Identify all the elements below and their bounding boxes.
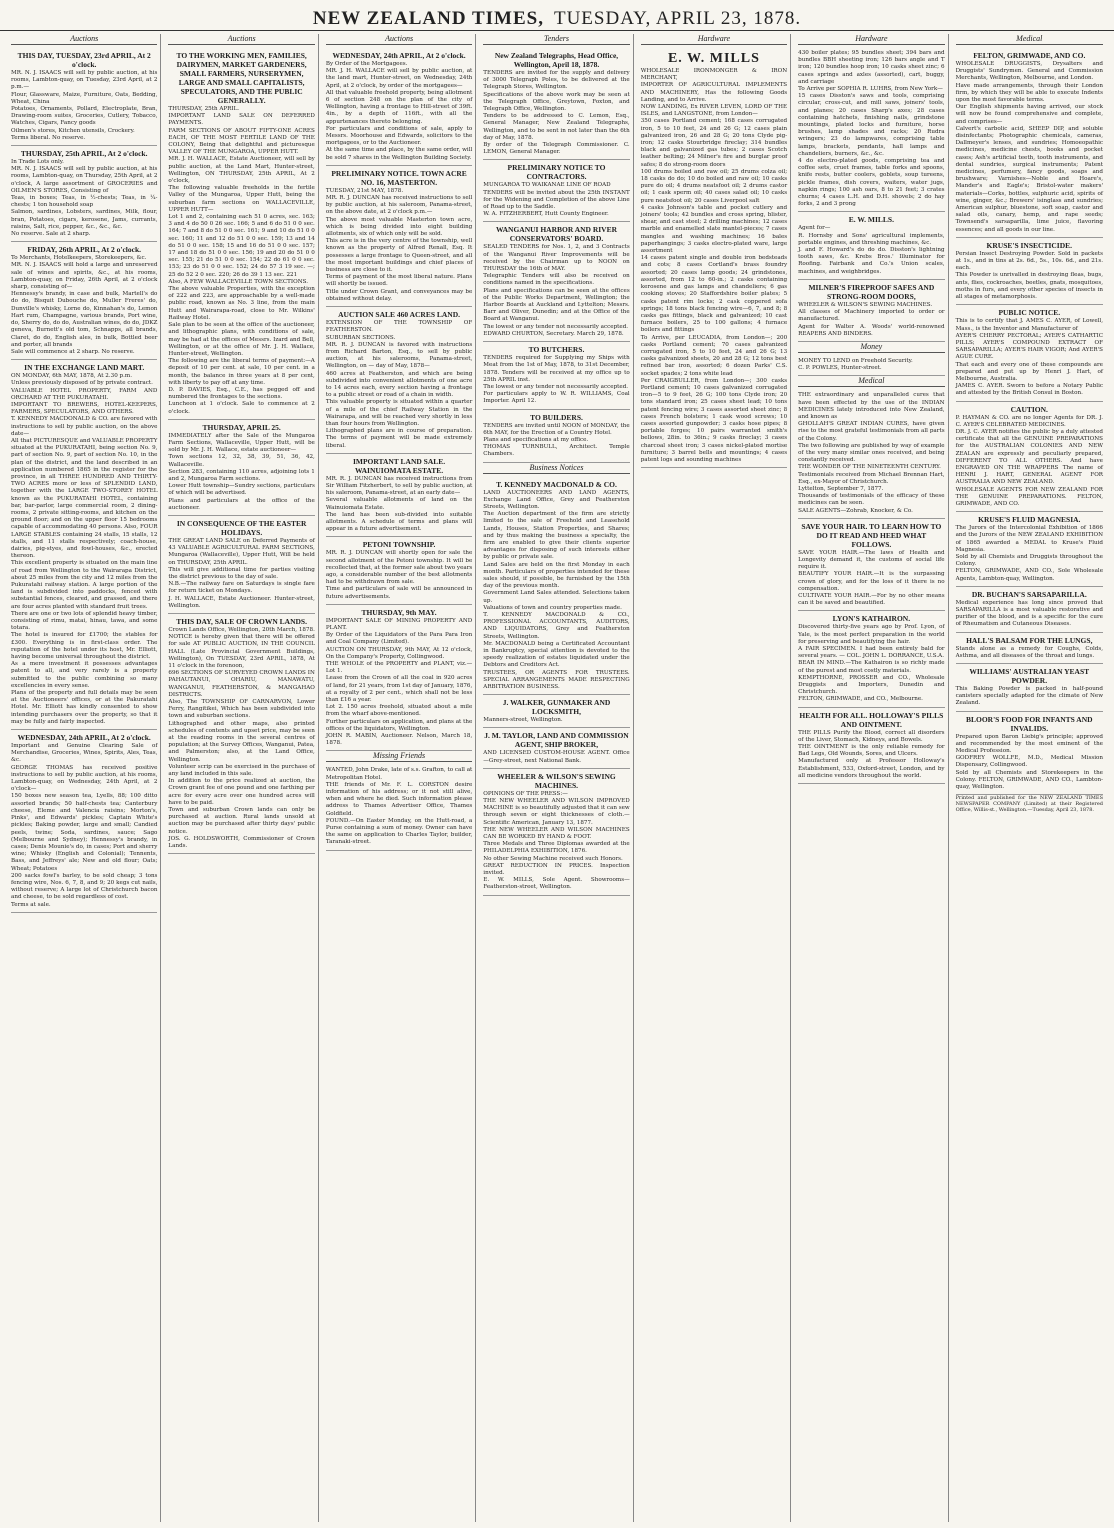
advertisement xyxy=(326,166,472,307)
ad-text: THE NEW WHEELER AND WILSON MACHINES CAN BE WORKED BY HAND & FOOT. xyxy=(483,826,630,841)
ad-heading: WANGANUI HARBOR AND RIVER CONSERVATORS' BOARD. xyxy=(495,225,618,244)
section-header-tenders: Tenders xyxy=(483,34,629,45)
ad-text: SUBURBAN SECTIONS. xyxy=(325,334,396,341)
ad-text: OPINIONS OF THE PRESS:— xyxy=(483,790,568,797)
advertisement xyxy=(168,48,314,420)
ad-text: Potatoes, Ornaments, Pollard, Electroplate, Bran, Drawing-room suites, Groceries, Cutlery, Tobacco, Watches, Cigars, Fancy goods xyxy=(11,106,158,127)
advertisement xyxy=(483,48,629,160)
ad-text: No other Sewing Machine received such Honors. xyxy=(483,855,623,862)
advertisement xyxy=(798,356,944,376)
ad-text: MR. J. H. WALLACE, Estate Auctioneer, will sell by public auction, at the Land Mart, Hunter-street, Wellington, ON THURSDAY, 25th APRIL, At 2 o'clock, xyxy=(168,156,315,185)
ad-heading: KRUSE'S INSECTICIDE. xyxy=(986,240,1072,250)
ad-heading: THIS DAY, SALE OF CROWN LANDS. xyxy=(176,617,307,626)
ad-text: The Auction department of the firm are strictly limited to the sale of Freehold and Leasehold Lands, Houses, Station Properties, and Shares; and by thus making the business a specialty, the firm are enabled to give their clients superior advantages for disposing of such interests either by public or private sale. xyxy=(483,511,630,561)
ad-heading: HEALTH FOR ALL. HOLLOWAY'S PILLS AND OINTMENT. xyxy=(799,710,944,729)
ad-text: Town and suburban Crown lands can only be purchased at auction. Rural lands unsold at auction may be purchased after thirty days' public notice. xyxy=(168,807,315,835)
advertisement xyxy=(956,305,1103,401)
ad-text: Terms of payment of the most liberal nature. Plans will shortly be issued. xyxy=(325,274,473,288)
ad-text: SEALED TENDERS for Nos. 1, 2, and 3 Contracts of the Wanganui River Improvements will be received by the Chairman up to NOON on THURSDAY the 16th of MAY. xyxy=(483,244,630,273)
section-header-business-notices: Business Notices xyxy=(483,463,629,474)
ad-text: This Powder is unrivalled in destroying fleas, bugs, ants, flies, cockroaches, beetles, gnats, mosquitoes, moths in furs, and every other species of insects in all stages of metamorphosis. xyxy=(955,272,1103,301)
ad-text: That each and every one of these compounds are prepared and put up by Henri J. Hart, of Melbourne, Australia. xyxy=(955,361,1103,382)
ad-text: TUESDAY, 21st MAY, 1878. xyxy=(325,187,404,194)
advertisement xyxy=(483,222,629,342)
advertisement xyxy=(11,730,157,913)
ad-text: Plans and specifications can be seen at the offices of the Public Works Department, Wellington; the Harbor Boards at Auckland and Lyttelton; Messrs. Barr and Oliver, Dunedin; and at the Office of the Board at Wanganui. xyxy=(483,287,630,323)
ad-text: By Order of the Mortgagees. xyxy=(325,61,408,67)
ad-text: IMPORTER OF AGRICULTURAL IMPLEMENTS AND MACHINERY, Has the following Goods Landing, and to Arrive. xyxy=(640,82,788,103)
ad-text: Lot 1 and 2, containing each 51 0 acres, sec. 163; 3 and 4 do 50 0 26 sec. 166; 5 and 6 do 51 0 0 sec. 164; 7 and 8 do 51 0 0 sec. 161; 9 and 10 do 51 0 0 sec. 160; 11 and 12 do 51 0 0 sec. 159; 13 and 14 do 51 0 0 sec. 158; 15 and 16 do 51 0 0 sec. 157; 17 and 18 do 51 0 0 sec. 156; 19 and 20 do 51 0 0 sec. 155; 21 do 51 0 0 sec. 154; 22 do 61 0 0 sec. 153; 23 do 51 0 0 sec. 152; 24 do 57 3 19 sec. —; 25 do 52 2 0 sec. 220; 26 do 39 1 13 sec. 221 xyxy=(168,214,315,278)
ad-text: AYER'S CHERRY PECTORAL; AYER'S CATHARTIC PILLS; AYER'S COMPOUND EXTRACT OF SARSAPARILLA; AYER'S HAIR VIGOR; And AYER'S AGUE CURE. xyxy=(955,332,1103,361)
column-2 xyxy=(165,34,318,1522)
ad-text: In Trade Lots only. xyxy=(11,159,64,166)
ad-text: Flour, Glassware, Maize, Furniture, Oats, Bedding, Wheat, China xyxy=(11,91,158,105)
section-header-missing-friends: Missing Friends xyxy=(326,751,472,762)
ad-text: E. W. MILLS, Sole Agent. Showrooms—Featherston-street, Wellington. xyxy=(483,877,630,891)
section-header-hardware: Hardware xyxy=(798,34,944,45)
ad-text: THE friends of Mr. F. L. CORSTON desire information of his address; or it not still alive, when and where he died. Such information please address to Thames Advertiser Office, Thames Goldfield. xyxy=(325,781,473,817)
ad-heading: FELTON, GRIMWADE, AND CO. xyxy=(973,51,1086,60)
ad-text: LAND AUCTIONEERS AND LAND AGENTS, Exchange Land Office, Grey and Featherston Streets, Wellington. xyxy=(483,489,630,510)
ad-text: ON MONDAY, 6th MAY, 1878, At 2.30 p.m. xyxy=(11,373,132,380)
ad-heading: AUCTION SALE 460 ACRES LAND. xyxy=(338,310,461,320)
ad-text: This will give additional time for parties visiting the district previous to the day of sale. xyxy=(168,566,315,580)
ad-text: THE NEW WHEELER AND WILSON IMPROVED MACHINE is so beautifully adjusted that it can sew through seven or eight thicknesses of cloth.—Scientific American, January 13, 1877. xyxy=(483,798,630,826)
advertisement xyxy=(168,516,314,614)
ad-text: Per CRAIGBULLER, from London—; 300 casks Portland cement; 10 cases galvanized corrugated iron—5 to 9 feet, 26 G; 100 tons Clyde iron; 20 tons standard iron; 25 cases sheet lead; 10 tons patent fencing wire; 3 cases assorted sheet zinc; 8 cases French bolsters; 1 cask wood screws; 10 cases assorted gunpowder; 3 casks hose pipes; 8 portable forges; 10 pairs warranted smith's bellows, 28in. to 36in.; 9 casks fireclay; 3 cases charcoal sheet iron; 3 cases nickel-plated mortise furniture; 3 barrel bells and mountings; 4 cases patent logs and sounding machines xyxy=(640,377,788,463)
issue-date: TUESDAY, APRIL 23, 1878. xyxy=(553,8,802,29)
ad-text: To Arrive per SOPHIA R. LUHRS, from New York— xyxy=(798,86,943,93)
advertisement xyxy=(483,160,629,222)
advertisement xyxy=(483,477,629,696)
ad-text: All that PICTURESQUE and VALUABLE PROPERTY situated at the PUKURATAHI, being section No. 9, part of section No. 9, part of section No. 10, in the plan of the district, and the land described in an application numbered 1865 in the register for the province, in all THREE HUNDRED AND THIRTY-TWO ACRES more or less of SPLENDID LAND, together with the LARGE TWO-STOREY HOTEL known as the PUKURATAHI HOTEL, containing bar, bar-parlor, large commercial room, 2 dining-rooms, 2 private sitting-rooms, and kitchen on the ground floor; and on the upper floor 15 bedrooms capable of accommodating 40 persons. Also, FOUR LARGE STABLES containing 24 stalls, 15 stalls, 12 stalls, and 11 stalls respectively; coach-house, dairies, pig-styes, and fowl-houses, &c., erected thereon. xyxy=(11,437,158,560)
ad-text: WHEELER & WILSON'S SEWING MACHINES. xyxy=(798,301,933,308)
ad-text: MR. J. H. WALLACE will sell by public auction, at the land mart, Hunter-street, on Wednesday, 24th April, at 2 o'clock, by order of the mortgagees— xyxy=(325,68,473,89)
ad-text: Section 283, containing 110 acres, adjoining lots 1 and 2, Mungaroa Farm sections. xyxy=(168,468,315,482)
ad-text: Important and Genuine Clearing Sale of Merchandise, Groceries, Wines, Spirits, Ales, Teas, &c. xyxy=(11,743,158,764)
ad-text: IMMEDIATELY after the Sale of the Mungaroa Farm Sections, Wallaceville, Upper Hutt, will be sold by Mr. J. H. Wallace, estate auctioneer— xyxy=(168,432,315,454)
ad-text: The two following are published by way of example of the very many similar ones received, and being constantly received. xyxy=(798,442,945,464)
ad-text: THE WHOLE of the PROPERTY and PLANT, viz.— Lot 1. xyxy=(325,661,473,675)
ad-text: THURSDAY, 25th APRIL. xyxy=(168,106,240,112)
ad-text: THOMAS TURNBULL, Architect. Temple Chambers. xyxy=(483,444,630,458)
ad-text: T. KENNEDY MACDONALD & CO., PROFESSIONAL ACCOUNTANTS, AUDITORS, AND LIQUIDATORS, Grey and Featherston Streets, Wellington. xyxy=(483,611,630,640)
ad-text: Our English shipments having arrived, our stock will now be found comprehensive and complete, and comprises— xyxy=(955,104,1103,125)
ad-text: Sold by all Chemists and Storekeepers in the Colony. FELTON, GRIMWADE, AND CO., Lambton-quay, Wellington. xyxy=(955,769,1103,791)
ad-heading: THURSDAY, APRIL 25. xyxy=(202,422,281,432)
section-header-auctions: Auctions xyxy=(168,34,314,45)
ad-text: The following are the liberal terms of payment:—A deposit of 10 per cent. at sale, 10 per cent. in a month, the balance in three years at 8 per cent, with liberty to pay off at any time. xyxy=(168,358,315,386)
advertisement xyxy=(798,708,944,784)
ad-text: The above most valuable Masterton town acre, which is being divided into eight building allotments, six of which only will be sold. xyxy=(325,216,473,238)
ad-text: IMPORTANT SALE OF MINING PROPERTY AND PLANT. xyxy=(325,617,473,631)
ad-text: Terms at sale. xyxy=(11,901,51,908)
ad-text: 430 boiler plates; 95 bundles sheet; 394 bars and bundles BBH sheeting iron; 126 bars angle and T iron; 120 bundles hoop iron; 10 casks sheet zinc; 6 cases springs and axles (assorted), cart, buggy, and carriage xyxy=(798,50,945,85)
ad-text: Also, The TOWNSHIP OF CARNARVON, Lower Ferry, Rangitikei, Which has been subdivided into town and suburban sections. xyxy=(168,699,315,720)
ad-text: TENDERS will be invited about the 25th INSTANT for the Widening and Completion of the above Line of Road up to the Saddle. xyxy=(483,189,630,211)
advertisement xyxy=(956,402,1103,513)
ad-heading: PUBLIC NOTICE. xyxy=(998,308,1061,318)
ad-text: WHOLESALE DRUGGISTS, Drysalters and Druggists' Sundrymen. General and Commission Merchants, Wellington, Melbourne, and London. xyxy=(955,61,1103,82)
ad-text: MR. N. J. ISAACS will sell by public auction, at his rooms, Lambton-quay, on Tuesday, 23rd April, at 2 p.m.— xyxy=(11,70,158,91)
ad-heading: DR. BUCHAN'S SARSAPARILLA. xyxy=(971,589,1087,599)
ad-text: For particulars and conditions of sale, apply to Messrs. Moorhouse and Edwards, solicitors to the mortgagees, or to the Auctioneer. xyxy=(325,125,473,147)
ad-heading: E. W. MILLS. xyxy=(848,215,894,225)
ad-text: Volunteer scrip can be exercised in the purchase of any land included in this sale. xyxy=(168,763,315,778)
advertisement xyxy=(956,633,1103,664)
ad-text: Also, A FEW WALLACEVILLE TOWN SECTIONS. xyxy=(168,278,309,285)
ad-text: R. Hornsby and Sons' agricultural implements, portable engines, and threshing machines, &c. xyxy=(798,232,945,246)
ad-text: SALE AGENTS—Zohrab, Knocker, & Co. xyxy=(798,507,913,514)
ad-text: Have made arrangements, through their London firm, by which they will be able to execute Indents upon the most favorable terms. xyxy=(955,82,1103,104)
ad-text: THE GREAT LAND SALE on Deferred Payments of 43 VALUABLE AGRICULTURAL FARM SECTIONS, Mungaroa (Wallaceville), Upper Hutt, Will be held on THURSDAY, 25th APRIL. xyxy=(168,537,315,566)
ad-text: JAMES C. AYER. Sworn to before a Notary Public and attested by the British Consul in Boston. xyxy=(955,383,1103,397)
ad-text: Lithographed plans are in course of preparation. The terms of payment will be made extremely liberal. xyxy=(325,428,473,449)
masthead xyxy=(0,0,1114,31)
ad-heading: CAUTION. xyxy=(1010,404,1048,414)
ad-text: MONEY TO LEND on Freehold Security. xyxy=(798,357,913,364)
ad-text: Lease from the Crown of all the coal in 920 acres of land, for 21 years, from 1st day of January, 1876, at a royalty of 2 per cent., which shall not be less than £16 a year. xyxy=(325,675,473,704)
ad-text: 100 drums boiled and raw oil; 25 drums colza oil; 18 casks do do; 10 do boiled and raw oil; 10 casks pure do oil; 4 drums neatsfoot oil; 2 drums castor oil; 1 cask sperm oil; 40 cases salad oil; 10 casks pure neatsfoot oil; 20 cases Liverpool salt xyxy=(640,168,788,204)
ad-text: Manners-street, Wellington. xyxy=(483,717,563,724)
ad-text: By order of the Telegraph Commissioner. C. LEMON, General Manager. xyxy=(483,142,630,156)
advertisement xyxy=(798,212,944,279)
ad-text: P. HAYMAN & CO. are no longer Agents for DR. J. C. AYER'S CELEBRATED MEDICINES. xyxy=(955,414,1103,428)
ad-text: This is to certify that J. AMES C. AYER, of Lowell, Mass., is the Inventor and Manufacturer of xyxy=(955,318,1103,332)
ad-text: GODFREY WOLLFE, M.D., Medical Mission Dispensary, Collingwood. xyxy=(955,755,1103,769)
advertisement xyxy=(326,48,472,166)
ad-heading: WILLIAMS' AUSTRALIAN YEAST POWDER. xyxy=(969,667,1090,686)
section-header-money: Money xyxy=(798,342,944,353)
ad-text: By Order of the Liquidators of the Para Para Iron and Coal Company (Limited). xyxy=(325,632,473,646)
section-header-medical: Medical xyxy=(956,34,1103,45)
column-6 xyxy=(795,34,948,1522)
advertisement xyxy=(326,605,472,752)
ad-text: MR. R. J. DUNCAN has received instructions to sell by public auction, at his saleroom, Panama-street, on the above date, at 2 o'clock p.m.— xyxy=(325,195,473,216)
ad-text: This Baking Powder is packed in half-pound canisters specially adapted for the climate of New Zealand. xyxy=(955,686,1103,707)
advertisement xyxy=(483,769,629,896)
ad-text: Medical experience has long since proved that SARSAPARILLA is a most valuable restorative and purifier of the blood, and is a specific for the cure of Rheumatism and Cutaneous Diseases. xyxy=(955,599,1103,628)
ad-text: Specifications of the above work may be seen at the Telegraph Office, Greytown, Foxton, and Telegraph Office, Wellington. xyxy=(483,91,630,113)
ad-heading: WHEELER & WILSON'S SEWING MACHINES. xyxy=(497,771,616,790)
ad-text: WANTED, John Drake, late of s.s. Grafton, to call at Metropolitan Hotel. xyxy=(325,767,473,781)
ad-text: Teas, in boxes; Teas, in ½-chests; Teas, in ¼-chests; 1 ton household soap xyxy=(11,195,158,209)
ad-text: The hotel is insured for £1700; the stables for £300. Everything is in first-class order. The reputation of the hotel under its host, Mr. Elliott, having become universal throughout the district. xyxy=(11,632,158,661)
ad-text: CULTIVATE YOUR HAIR.—For by no other means can it be saved and beautified. xyxy=(798,592,945,607)
ad-text: Salmon, sardines, Lobsters, sardines, Milk, flour, bran, Potatoes, cigars, kerosene, Jams, currants, raisins, Salt, rice, pepper, &c., &c., &c. xyxy=(11,209,158,230)
ad-text: Persian Insect Destroying Powder. Sold in packets at 1s., and in tins at 2s. 6d., 5s., 10s. 6d., and 21s. each. xyxy=(955,250,1103,272)
ad-text: Calvert's carbolic acid, SHEEP DIP, and soluble disinfectants; Photographic chemicals, cameras, Dallmeyer's lenses, and sundries; Homoeopathic medicines, medicine chests, books and pocket cases; Ash's artificial teeth, tooth instruments, and dental sundries, surgical instruments; Patent medicines, perfumery, fancy goods, soaps and brushware; Varnishes—Noble and Hoare's, Mander's and Eagle's; Bristol-water makers' materials—Corks, bottles, sulphuric acid, spirits of wine, ginger, &c.; Brewers' isinglass and sundries; American sulphur, bluestone, soft soap, castor and salad oils, canary, hemp, and rape seeds; Townsend's sarsaparilla, lime juice, flavoring essences; and all goods in our line. xyxy=(955,125,1103,233)
section-header-auctions: Auctions xyxy=(326,34,472,45)
section-header-hardware: Hardware xyxy=(641,34,787,45)
ad-heading: THIS DAY, TUESDAY, 23rd APRIL, At 2 o'clock. xyxy=(17,51,151,69)
ad-heading: PETONI TOWNSHIP. xyxy=(362,540,436,550)
ad-text: At the same time and place, by the same order, will be sold 7 shares in the Wellington Building Society. xyxy=(325,147,473,161)
ad-text: A FAIR SPECIMEN. I had been entirely bald for several years. — COL. JOHN L. DORRANCE, U.S.A. xyxy=(798,646,945,660)
ad-text: Lower Hutt township—Sundry sections, particulars of which will be advertised. xyxy=(168,483,315,497)
ad-text: Lithographed and other maps, also printed schedules of contents and upset price, may be seen at the reading rooms in the several centres of population; at the Survey Offices, Wanganui, Patea, and Palmerston; also, at the Land Office, Wellington. xyxy=(168,720,315,763)
ad-text: GEORGE THOMAS has received positive instructions to sell by public auction, at his rooms, Lambton-quay, on Wednesday, 24th April, at 2 o'clock— xyxy=(11,764,158,793)
ad-text: 14 cases patent single and double iron bedsteads and cots; 8 cases Cortland's brass foundry assorted; 20 cases lamp goods; 24 grindstones, assorted, from 12 to 60-in.; 2 casks containing kerosene and gas lamps and chandeliers; 6 gas cooking stoves; 20 Staffordshire boiler plates; 5 casks patent rim locks; 2 cask coppered sofa springs; 18 tons black fencing wire—6, 7, and 8; 8 casks gas fittings, black and galvanized; 10 cast furnace boilers, 25 to 100 gallons; 4 furnace boilers and fittings xyxy=(640,255,788,334)
ad-text: VALUABLE HOTEL PROPERTY, FARM AND ORCHARD AT THE PUKURATAHI. xyxy=(11,387,158,401)
ad-text: TENDERS required for Supplying my Ships with Meat from the 1st of May, 1878, to 31st December, 1878. Tenders will be received at my office up to 25th APRIL inst. xyxy=(483,355,630,383)
ad-text: 4 casks Johnson's table and pocket cutlery and joiners' tools; 42 bundles and cross spring, blister, shear, and cast steel; 2 drilling machines; 12 cases marble and enamelled slate mantel-pieces; 7 cases mangles and washing machines; 16 bales paperhangings; 3 casks electro-plated ware, large assortment xyxy=(640,204,788,255)
ad-text: There are one or two lots of splendid heavy timber, consisting of rimu, matai, hinau, tawa, and some totara. xyxy=(11,610,158,632)
ad-text: All classes of Machinery imported to order or manufactured. xyxy=(798,309,945,323)
advertisement xyxy=(326,537,472,604)
ad-text: THE OINTMENT is the only reliable remedy for Bad Legs, Old Wounds, Sores, and Ulcers. xyxy=(798,744,945,758)
ad-text: 150 boxes new season tea, Lyells, 88; 100 ditto assorted brands; 50 half-chests tea; Canterbury cheese, Eleme and Valencia raisins; Morton's, Pinks', and Edwards' pickles; Captain White's pickles; Baking powder, large and small; Candied peels, twine; Soda, sardines, sauce; Sago (Melbourne and Sydney); Hennessy's brandy, in cases; Denis Mounie's do, in cases; Port and sherry wine; Whisky (English and Colonial); Tennents, Bass, and Jeffreys' ale; New and old flour; Oats; Wheat; Potatoes xyxy=(11,793,158,872)
advertisement xyxy=(11,360,157,730)
ad-text: TRUSTEES, OR AGENTS FOR TRUSTEES. SPECIAL ARRANGEMENTS MADE RESPECTING ARBITRATION BUSINESS. xyxy=(483,669,630,691)
ad-text: FELTON, GRIMWADE, and CO., Melbourne. xyxy=(798,696,923,703)
ad-text: Unless previously disposed of by private contract. xyxy=(11,380,153,387)
column-3 xyxy=(323,34,476,1522)
ad-text: FOUND.—On Easter Monday, on the Hutt-road, a Purse containing a sum of money. Owner can have the same on application to Charles Taylor, builder, Taranaki-street. xyxy=(325,817,473,846)
advertisement xyxy=(956,587,1103,633)
ad-text: Three Medals and Three Diplomas awarded at the PHILADELPHIA EXHIBITION, 1876. xyxy=(483,841,630,855)
ad-heading: IN THE EXCHANGE LAND MART. xyxy=(24,363,145,373)
ad-text: Land Sales are held on the first Monday in each month. Particulars of properties intended for these sales should, if possible, be furnished by the 15th day of the previous month. xyxy=(483,561,630,590)
advertisement xyxy=(956,664,1103,712)
ad-heading: TO THE WORKING MEN, FAMILIES, DAIRYMEN, MARKET GARDENERS, SMALL FARMERS, NURSERYMEN, LARGE AND SMALL CAPITALISTS, SPECULATORS, AND THE PUBLIC GENERALLY. xyxy=(176,51,307,105)
imprint: Printed and published for the NEW ZEALAND TIMES NEWSPAPER COMPANY (Limited) at their Registered Office, Willis-st., Wellington.—Tuesday, April 23, 1878. xyxy=(955,795,1103,814)
ad-heading: TO BUTCHERS. xyxy=(528,345,585,355)
ad-text: JOS. G. HOLDSWORTH, Commissioner of Crown Lands. xyxy=(168,835,315,850)
ad-text: Oilmen's stores, Kitchen utensils, Crockery. xyxy=(11,127,135,134)
ad-text: Hennessy's brandy, in case and bulk, Martell's do do do, Bisquit Dubouche do, Muller Freres' do, Dunville's whisky, Lorne do, Kinnahan's do, Lemon Hart rum, Champagne, various brands, Port wine, do, Sherry do, do do, Australian wines, do do, JDKZ geneva, Burnett's old tom, Schnapps, all brands, Claret, do do, English ales, in bulk, Bottled beer and porter, all brands xyxy=(11,291,158,348)
advertisement xyxy=(798,519,944,612)
ad-text: 4 do electro-plated goods, comprising tea and coffee sets, cruet frames, table forks and spoons, knife rests, butter coolers, goblets, soup tureens, pickle frames, dish covers, waiters, water jugs, napkin rings; 100 ash oars, 8 to 21 feet; 3 crates churns; 4 cases L.H. and D.H. shovels; 2 do hay forks, 2 and 3 prong xyxy=(798,158,945,208)
ad-text: MR. R. J. DUNCAN has received instructions from Sir William Fitzherbert, to sell by public auction, at his saleroom, Panama-street, at an early date— xyxy=(325,475,473,497)
ad-text: For particulars apply to W. R. WILLIAMS, Coal Importer. April 12. xyxy=(483,391,630,405)
ad-text: TENDERS are invited for the supply and delivery of 3000 Telegraph Poles, to be delivered at the Telegraph Stores, Wellington. xyxy=(483,70,630,91)
ad-heading: IMPORTANT LAND SALE. WAINUIOMATA ESTATE. xyxy=(352,456,446,475)
ad-heading: MILNER'S FIREPROOF SAFES AND STRONG-ROOM DOORS, xyxy=(808,282,935,301)
ad-text: Thousands of testimonials of the efficacy of these medicines can be seen. xyxy=(798,493,945,507)
columns xyxy=(8,34,1106,1522)
ad-heading: KRUSE'S FLUID MAGNESIA. xyxy=(978,515,1081,525)
ad-text: AUCTION ON THURSDAY, 9th MAY, At 12 o'clock, On the Company's Property, Collingwood. xyxy=(325,646,473,660)
ad-text: FARM SECTIONS OF ABOUT FIFTY-ONE ACRES EACH, OF THE MOST FERTILE LAND OF THE COLONY, Being that delightful and picturesque VALLEY OF THE MUNGAROA, UPPER HUTT. xyxy=(168,127,315,156)
advertisement xyxy=(956,512,1103,587)
ad-text: Lot 2. 150 acres freehold, situated about a mile from the wharf above-mentioned. xyxy=(325,704,473,718)
ad-text: Valuations of town and country properties made. xyxy=(483,604,622,611)
ad-text: Plans and particulars at the office of the auctioneer. xyxy=(168,497,315,511)
ad-text: NOW LANDING, Ex RIVER LEVEN, LORD OF THE ISLES, and LANGSTONE, from London— xyxy=(640,104,788,118)
ad-text: 460 acres at Featherston, and which are being subdivided into convenient allotments of one acre to 14 acres each, every section having a frontage to a public street or road of a chain in width. xyxy=(325,370,473,399)
ad-text: Tenders to be addressed to C. Lemon, Esq., General Manager, New Zealand Telegraphs, Wellington, and to be sent in not later than the 6th day of May, 1878. xyxy=(483,113,630,141)
advertisement xyxy=(11,242,157,360)
advertisement xyxy=(798,280,944,342)
ad-text: The Jurors of the Intercolonial Exhibition of 1866 and the Jurors of the NEW ZEALAND EXHIBITION of 1865 awarded a MEDAL to Kruse's Fluid Magnesia. xyxy=(955,525,1103,553)
advertisement xyxy=(11,146,157,242)
advertisement xyxy=(483,342,629,409)
advertisement xyxy=(798,611,944,707)
ad-heading: TO BUILDERS. xyxy=(530,412,583,422)
advertisement xyxy=(798,390,944,518)
ad-heading: THURSDAY, 25th APRIL, At 2 o'clock. xyxy=(20,149,148,159)
ad-text: THE WONDER OF THE NINETEENTH CENTURY. xyxy=(798,464,941,471)
ad-text: WHOLESALE AGENTS FOR NEW ZEALAND FOR THE GENUINE PREPARATIONS. FELTON, GRIMWADE, AND CO. xyxy=(955,486,1103,507)
column-5 xyxy=(638,34,791,1522)
ad-text: Government Land Sales attended. Selections taken up. xyxy=(483,590,630,604)
ad-text: This valuable property is situated within a quarter of a mile of the chief Railway Station in the Wairarapa, and will be reached very shortly in less than four hours from Wellington. xyxy=(325,399,473,427)
ad-text: As a mere investment it possesses advantages patent to all, and very rarely is a property submitted to the public combining so many excellencies in every sense. xyxy=(11,661,158,689)
advertisement xyxy=(168,614,314,854)
advertisement xyxy=(168,420,314,516)
ad-text: This acre is in the very centre of the township, well known as the property of Alfred Renall, Esq. It possesses a large frontage to Queen-street, and all the most important buildings and chief places of business are close to it. xyxy=(325,238,473,274)
ad-text: Sale plan to be seen at the office of the auctioneer, and lithographic plans, with conditions of sale, may be had at the offices of Messrs. Izard and Bell, Wellington, or at the office of Mr. J. H. Wallace, Hunter-street, Wellington. xyxy=(168,322,315,357)
ad-text: Several valuable allotments of land on the Wainuiomata Estate. xyxy=(325,497,473,511)
ad-text: Stands alone as a remedy for Coughs, Colds, Asthma, and all diseases of the throat and lungs. xyxy=(955,645,1103,659)
ad-text: Discovered thirty-five years ago by Prof. Lyon, of Yale, is the most perfect preparation in the world for preserving and beautifying the hair. xyxy=(798,624,945,645)
ad-text: J. and F. Howard's do do do. Disston's lightning tooth saws, &c. Krebs Bros.' Illuminator for Roofing. Fairbank and Co.'s Union scales, machines, and weighbridges. xyxy=(798,247,945,275)
ad-text: The land has been sub-divided into suitable allotments. A schedule of terms and plans will appear in a future advertisement. xyxy=(325,511,473,533)
advertisement xyxy=(483,728,629,768)
ad-text: To Arrive, per LEUCADIA, from London—; 200 casks Portland cement; 70 cases galvanized corrugated iron, 5 to 10 feet, 24 and 26 G; 13 casks galvanized sheets, 20 and 28 G; 12 tons best refined bar iron, assorted; 6 dozen Parks' C.S. socket spades; 2 tons white lead xyxy=(640,334,788,377)
ad-text: 350 cases Portland cement; 168 cases corrugated iron, 5 to 10 feet, 24 and 26 G; 12 cases plain galvanized iron, 26 and 28 G; 20 tons Clyde pig-iron; 12 casks Stourbridge fireclay; 314 bundles black and galvanized gas tubes; 2 cases Scotch leather belting; 24 Milner's fire and burglar proof safes; 8 do strong-room doors xyxy=(640,118,788,168)
ad-heading: T. KENNEDY MACDONALD & CO. xyxy=(496,479,617,489)
ad-heading: THURSDAY, 9th MAY. xyxy=(361,607,437,617)
ad-text: THE extraordinary and unparalleled cures that have been effected by the use of the INDIAN MEDICINES lately introduced into New Zealand, and known as xyxy=(798,392,945,420)
advertisement xyxy=(11,48,157,146)
ad-heading: BLOOR'S FOOD FOR INFANTS AND INVALIDS. xyxy=(966,714,1093,733)
ad-text: BEAR IN MIND.—The Kathairon is so richly made of the purest and most costly materials. xyxy=(798,660,945,674)
ad-text: MR. R. J. DUNCAN is favored with instructions from Richard Barton, Esq., to sell by public auction, at his salerooms, Panama-street, Wellington, on — day of May, 1878— xyxy=(325,341,473,370)
ad-text: GREAT REDUCTION IN PRICES. Inspection invited. xyxy=(483,862,630,877)
section-header-medical: Medical xyxy=(798,376,944,387)
ad-text: Testimonials received from Michael Brennan Hart, Esq., ex-Mayor of Christchurch. xyxy=(798,471,945,485)
ad-text: IMPORTANT LAND SALE ON DEFERRED PAYMENTS. xyxy=(168,113,315,127)
ad-text: No reserve. Sale at 2 sharp. xyxy=(11,231,91,238)
column-4 xyxy=(480,34,633,1522)
ad-text: MR. R. J. DUNCAN will shortly open for sale the second allotment of the Petoni township. It will be recollected that, at the former sale about two years ago, a considerable number of the best allotments had to be withdrawn from sale. xyxy=(325,550,473,586)
ad-heading: WEDNESDAY, 24th APRIL, At 2 o'clock. xyxy=(332,51,466,60)
ad-text: Time and particulars of sale will be announced in future advertisements. xyxy=(325,586,473,600)
ad-text: J. H. WALLACE, Estate Auctioneer. Hunter-street, Wellington. xyxy=(168,595,315,609)
ad-heading: LYON'S KATHAIRON. xyxy=(832,614,911,624)
ad-text: Further particulars on application, and plans at the offices of the liquidators, Wellington. xyxy=(325,718,473,732)
ad-text: T. KENNEDY MACDONALD & CO. are favored with instructions to sell by public auction, on the above date— xyxy=(11,416,158,437)
ad-text: Agent for Walter A. Woods' world-renowned REAPERS AND BINDERS. xyxy=(798,323,945,337)
ad-text: KEMPTHORNE, PROSSER and CO., Wholesale Druggists and Importers, Dunedin and Christchurch. xyxy=(798,674,945,696)
ad-text: TENDERS are invited until NOON of MONDAY, the 6th MAY, for the Erection of a Country Hotel. xyxy=(483,422,630,436)
ad-text: This excellent property is situated on the main line of road from Wellington to the Wairarapa District, about 25 miles from the city and 12 miles from the Pukuratahi railway station. A large portion of the land is subdivided into paddocks, fenced with substantial fences, cleared, and grassed, and there are four acres planted with standard fruit trees. xyxy=(11,560,158,610)
ad-heading: E. W. MILLS xyxy=(667,51,760,66)
ad-text: FELTON, GRIMWADE, AND CO., Sole Wholesale Agents, Lambton-quay, Wellington. xyxy=(955,568,1103,582)
ad-text: EXTENSION OF THE TOWNSHIP OF FEATHERSTON. xyxy=(325,320,473,334)
ad-text: Terms liberal. No reserve. xyxy=(11,134,86,141)
ad-text: The lowest or any tender not necessarily accepted. xyxy=(483,323,629,330)
ad-text: Prepared upon Baron Liebig's principle; approved and recommended by the most eminent of the Medical Profession. xyxy=(955,733,1103,755)
ad-text: 696 SECTIONS OF SURVEYED CROWN LANDS IN PAHAUTANUI, OHARIU, MANAWATU, WANGANUI, FEATHERSTON, & MANGAHAO DISTRICTS. xyxy=(168,670,315,698)
ad-text: MR. N. J. ISAACS will hold a large and unreserved sale of wines and spirits, &c., at his rooms, Lambton-quay, on Friday, 26th April, at 2 o'clock sharp, consisting of— xyxy=(11,262,158,291)
advertisement xyxy=(326,454,472,538)
ad-text: Luncheon at 1 o'clock. Sale to commence at 2 o'clock. xyxy=(168,401,315,415)
ad-heading: IN CONSEQUENCE OF THE EASTER HOLIDAYS. xyxy=(176,518,307,537)
ad-text: W. A. FITZHERBERT, Hutt County Engineer. xyxy=(483,211,609,218)
advertisement xyxy=(798,48,944,212)
ad-text: GHOLLAH'S GREAT INDIAN CURES, have given rise to the most grateful testimonials from all parts of the Colony. xyxy=(798,421,945,442)
advertisement xyxy=(483,695,629,728)
ad-text: THE PILLS Purify the Blood, correct all disorders of the Liver, Stomach, Kidneys, and Bowels. xyxy=(798,729,945,743)
ad-text: AND LICENSED CUSTOM-HOUSE AGENT. Office—Grey-street, next National Bank. xyxy=(483,750,630,764)
advertisement xyxy=(641,48,787,468)
ad-text: D. P. DAVIES, Esq., C.E., has pegged off and numbered the frontages to the sections. xyxy=(168,386,315,401)
column-7 xyxy=(953,34,1106,1522)
ad-text: All that valuable freehold property, being allotment 6 of section 248 on the plan of the city of Wellington, having a frontage to Hill-street of 39ft. 4in., by a depth of 116ft., with all the appurtenances thereto belonging. xyxy=(325,89,473,125)
ad-text: Manufactured only at Professor Holloway's Establishment, 533, Oxford-street, London, and by all medicine vendors throughout the world. xyxy=(798,758,945,779)
section-header-auctions: Auctions xyxy=(11,34,157,45)
ad-text: The lowest or any tender not necessarily accepted. xyxy=(483,383,629,390)
ad-text: EDWARD CHURTON, Secretary. March 29, 1878. xyxy=(483,330,624,337)
ad-text: DR. J. C. AYER notifies the public by a duly attested certificate that all the GENUINE PREPARATIONS for the AUSTRALIAN COLONIES AND NEW ZEALAN are expressly and peculiarly prepared, DIFFERENT TO ALL OTHERS. And have ENGRAVED ON THE WRAPPERS The name of HENRI J. HART, GENERAL AGENT FOR AUSTRALIA AND NEW ZEALAND. xyxy=(955,428,1103,486)
newspaper-title: NEW ZEALAND TIMES, xyxy=(312,8,544,29)
ad-heading: HALL'S BALSAM FOR THE LUNGS, xyxy=(966,635,1093,645)
ad-text: Plans and specifications at my office. xyxy=(483,436,589,443)
ad-text: Sale will commence at 2 sharp. No reserve. xyxy=(11,348,135,355)
ad-heading: PRELIMINARY NOTICE TO CONTRACTORS. xyxy=(507,163,606,182)
ad-text: 15 cases Disston's saws and tools, comprising circular, cross-cut, and mill saws, joiners' tools, and planes; 20 cases Sharp's axes; 28 cases containing hatchets, finishing nails, grindstone mountings, plated locks and furniture, horse brushes, lamp shades and racks; 20 Rudra wringers; 23 do lampwares, comprising table lamps, brackets, pendants, hall lamps and chandeliers, burners, &c., &c. xyxy=(798,93,945,157)
ad-text: Plans of the property and full details may be seen at the Auctioneers' offices, or at the Pakuratahi Hotel. Mr. Elliott has kindly consented to show intending purchasers over the property, so that it may be fully and fairly inspected. xyxy=(11,690,158,725)
ad-heading: J. WALKER, GUNMAKER AND LOCKSMITH, xyxy=(502,698,611,717)
ad-text: BEAUTIFY YOUR HAIR.—It is the surpassing crown of glory, and for the loss of it there is no compensation. xyxy=(798,571,945,592)
ad-text: Agent for— xyxy=(798,225,831,232)
advertisement xyxy=(326,307,472,454)
ad-text: C. P. POWLES, Hunter-street. xyxy=(798,365,882,372)
ad-text: Telegraphic Tenders will also be received on conditions named in the specifications. xyxy=(483,273,630,287)
ad-heading: WEDNESDAY, 24th APRIL, At 2 o'clock. xyxy=(17,733,151,743)
ad-text: In addition to the price realized at auction, the Crown grant fee of one pound and one farthing per acre for every acre over one hundred acres will have to be paid. xyxy=(168,778,315,806)
ad-text: Town sections 12, 32, 38, 39, 51, 36, 42, Wallaceville. xyxy=(168,454,315,468)
ad-text: Crown Lands Office, Wellington, 20th March, 1878. xyxy=(168,627,315,633)
advertisement xyxy=(326,765,472,850)
column-1 xyxy=(8,34,161,1522)
ad-text: N.B.—The railway fare on Saturdays is single fare for return ticket on Mondays. xyxy=(168,581,315,595)
advertisement xyxy=(956,48,1103,238)
ad-text: NOTICE is hereby given that there will be offered for sale AT PUBLIC AUCTION, IN THE COUNCIL HALL (Late Provincial Government Buildings, Wellington), On TUESDAY, 23rd APRIL, 1878, At 11 o'clock in the forenoon, xyxy=(168,634,315,670)
ad-text: Lyttelton, September 7, 1877. xyxy=(798,485,884,492)
ad-text: The following valuable freeholds in the fertile Valley of the Mungaroa, Upper Hutt, being the suburban farm sections on WALLACEVILLE, UPPER HUTT— xyxy=(168,185,315,213)
advertisement xyxy=(956,712,1103,796)
advertisement xyxy=(483,410,629,463)
advertisement xyxy=(956,238,1103,305)
ad-text: MUNGAROA TO WAIKANAE LINE OF ROAD xyxy=(483,182,611,189)
ad-text: Sold by all Chemists and Druggists throughout the Colony. xyxy=(955,553,1103,568)
ad-text: JOHN R. MABIN, Auctioneer. Nelson, March 18, 1878. xyxy=(325,733,473,747)
ad-heading: J. M. TAYLOR, LAND AND COMMISSION AGENT, SHIP BROKER, xyxy=(484,731,629,750)
ad-heading: SAVE YOUR HAIR. TO LEARN HOW TO DO IT READ AND HEED WHAT FOLLOWS. xyxy=(801,521,942,549)
ad-text: Mr. MACDONALD being a Certificated Accountant in Bankruptcy, special attention is devoted to the speedy realization of estates liquidated under the Debtors and Creditors Act. xyxy=(483,640,630,669)
ad-text: IMPORTANT TO BREWERS, HOTEL-KEEPERS, FARMERS, SPECULATORS, AND OTHERS. xyxy=(11,401,158,416)
ad-text: SAVE YOUR HAIR.—The laws of Health and Longevity demand it, the customs of social life require it. xyxy=(798,549,945,571)
ad-text: MR. N. J. ISAACS will sell by public auction, at his rooms, Lambton-quay, on Thursday, 25th April, at 2 o'clock, A large assortment of GROCERIES and OILMEN'S STORES, Consisting of xyxy=(11,166,158,194)
ad-text: To Merchants, Hotelkeepers, Storekeepers, &c. xyxy=(11,255,147,262)
ad-heading: New Zealand Telegraphs, Head Office, Wellington, April 18, 1878. xyxy=(494,51,619,69)
ad-text: The above valuable Properties, with the exception of 222 and 223, are approachable by a well-made public road, known as No. 3 line, from the main Hutt and Wairarapa-road, close to Mr. Wilkins' Railway Hotel. xyxy=(168,286,315,321)
ad-heading: PRELIMINARY NOTICE. TOWN ACRE NO. 16, MASTERTON. xyxy=(331,168,467,187)
ad-heading: FRIDAY, 26th APRIL, At 2 o'clock. xyxy=(27,245,142,255)
ad-text: Title under Crown Grant, and conveyances may be obtained without delay. xyxy=(325,288,473,302)
ad-text: 200 sacks fowl's barley, to be sold cheap; 3 tons fencing wire, Nos. 6, 7, 8, and 9; 20 kegs cut nails, without reserve; A large lot of Christchurch bacon and cheese, to be sold regardless of cost. xyxy=(11,872,158,901)
ad-text: WHOLESALE IRONMONGER & IRON MERCHANT, xyxy=(640,68,788,82)
